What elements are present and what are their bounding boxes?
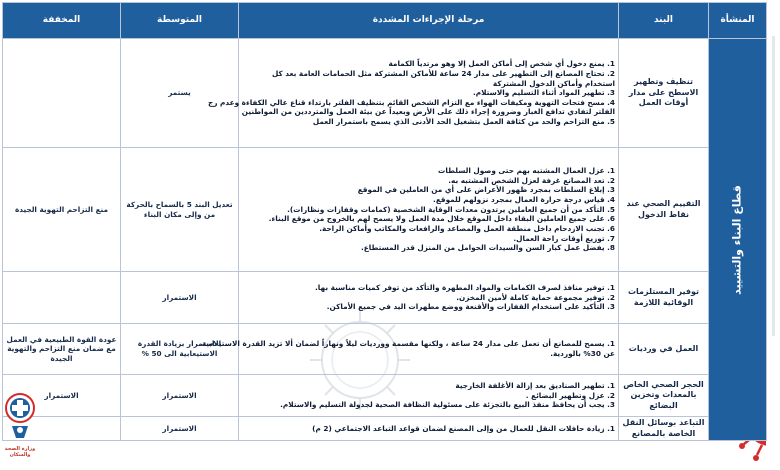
action-line: 2. توفير مجموعة حماية كاملة لأمين المخزن. (456, 292, 615, 302)
actions-cell (201, 324, 619, 375)
item-cell: تنظيف وتطهير الاسطح على مدار أوقات العمل (619, 39, 709, 148)
action-line: 2. تعد المصانع غرفة لعزل الشخص المشتبه به. (448, 175, 615, 185)
medium-cell: الاستمرار (121, 417, 239, 441)
item-cell: التباعد بوسائل النقل الخاصة بالمصانع (619, 417, 709, 441)
actions-cell (239, 272, 619, 324)
header-org: المنشأة (709, 3, 767, 39)
item-cell: توفير المستلزمات الوقائية اللازمة (619, 272, 709, 324)
action-line: 5. التأكد من أن جميع العاملين يرتدون معدات الوقاية الشخصية (كمامات وقفازات ونظارات). (287, 204, 615, 214)
action-line: 3. إبلاغ السلطات بمجرد ظهور الأعراض على أي من العاملين في الموقع (357, 185, 615, 195)
action-line: 3. التأكيد على استخدام القفازات والأقنعة ووضع مطهرات اليد في جميع الأماكن. (326, 302, 615, 312)
relaxed-cell (3, 272, 121, 324)
table-row (3, 39, 767, 148)
action-line: 2. تحتاج المصانع إلى التطهير على مدار 24 ساعة للأماكن المشتركة مثل الحمامات العامة بعد كل استخدام وأماكن الدخول المشتركة (272, 68, 615, 88)
actions-cell (208, 39, 619, 148)
action-line: 2. عزل وتطهير البضائع . (525, 390, 615, 400)
header-strict: مرحلة الإجراءات المشددة (239, 3, 619, 39)
action-line: 3. تطهير المواد أثناء التسليم والاستلام. (473, 88, 615, 98)
action-line: 3. يجب أن يحافظ منفذ البيع بالتجزئة على مسئولية النظافة الصحية لجدولة التسليم والاستلام. (280, 400, 615, 410)
medium-cell: تعديل البند 5 بالسماح بالحركة من وإلى مكان البناء (121, 148, 239, 272)
measures-table (2, 2, 767, 441)
actions-cell (239, 148, 619, 272)
action-line: 8. يفضل عمل كبار السن والسيدات الحوامل من المنزل قدر المستطاع. (361, 243, 615, 253)
action-line: الفلتر لتفادي تدافع الغبار وضرورة إجراء ذلك على الأرض وبعيداً عن بيئة العمل والمترددين من المواطنين (241, 107, 615, 117)
action-line: عن 30% بالوردية. (550, 349, 615, 358)
item-cell: الحجر الصحي الخاص بالمعدات وتخزين البضائع (619, 375, 709, 417)
action-line: 6. على جميع العاملين البقاء داخل الموقع خلال مدة العمل ولا يسمح لهم بالخروج من موقع البناء. (268, 214, 615, 224)
table-row (3, 272, 767, 324)
action-line: 1. عزل العمال المشتبه بهم حتى وصول السلطات (438, 166, 615, 176)
ministry-logo-icon (4, 392, 36, 452)
table-header-row (3, 3, 767, 39)
action-line: 4. قياس درجة حرارة العمال بمجرد نزولهم للموقع. (433, 195, 615, 205)
action-line: 5. منع التزاحم والحد من كثافة العمل بتشغيل الحد الأدنى الذي يسمح باستمرار العمل (312, 117, 615, 127)
relaxed-cell: عودة القوة الطبيعية في العمل مع ضمان منع التزاحم والتهوية الجيدة (3, 324, 121, 375)
action-line: 7. توزيع أوقات راحة العمال. (513, 233, 615, 243)
corner-accent-icon (766, 0, 780, 470)
relaxed-cell: الاستمرار (3, 375, 121, 417)
header-medium: المتوسطة (121, 3, 239, 39)
header-relaxed: المخففة (3, 3, 121, 39)
action-line: 4. مسح فتحات التهوية ومكيفات الهواء مع التزام الشخص القائم بتنظيف الفلتر بارتداء قناع عالي الكفاءة وعدم رج (208, 97, 615, 107)
relaxed-cell: منع التزاحم التهوية الجيدة (3, 148, 121, 272)
org-cell (709, 39, 767, 441)
action-line: 1. توفير منافذ لصرف الكمامات والمواد المطهرة والتأكد من توفر كميات مناسبة بها. (315, 283, 615, 293)
table-row (3, 324, 767, 375)
table-row (3, 148, 767, 272)
org-label: قطاع البناء والتشييد (730, 184, 744, 295)
action-line: 1. تطهير الصناديق بعد إزالة الأغلفة الخارجية (455, 381, 615, 391)
table-row (3, 375, 767, 417)
table-row (3, 417, 767, 441)
medium-cell: الاستمرار (121, 375, 239, 417)
actions-cell (239, 417, 619, 441)
header-item: البند (619, 3, 709, 39)
action-line: 1. يمنع دخول أي شخص إلى أماكن العمل إلا وهو مرتدياً الكمامة (388, 59, 615, 69)
relaxed-cell (3, 39, 121, 148)
item-cell: العمل في ورديات (619, 324, 709, 375)
action-line: 1. يسمح للمصانع أن تعمل على مدار 24 ساعة ، ولكنها مقسمة وورديات ليلاً ونهاراً لضمان ألا تزيد القدرة الاستيعابية (201, 339, 615, 349)
medium-cell: الاستمرار (121, 272, 239, 324)
logo-text: وزارة الصحة والسكان (4, 446, 36, 458)
action-line: 1. زيادة حافلات النقل للعمال من وإلى المصنع لضمان قواعد التباعد الاجتماعي (2 م) (312, 423, 615, 433)
action-line: 6. تجنب الازدحام داخل منطقة العمل والمصاعد والرافعات والمكاتب وأماكن الراحة. (319, 223, 615, 233)
item-cell: التقييم الصحي عند نقاط الدخول (619, 148, 709, 272)
medium-cell: يستمر (121, 39, 239, 148)
actions-cell (239, 375, 619, 417)
medium-cell: الاستمرار بزيادة القدرة الاستيعابية الى 50 % (121, 324, 239, 375)
